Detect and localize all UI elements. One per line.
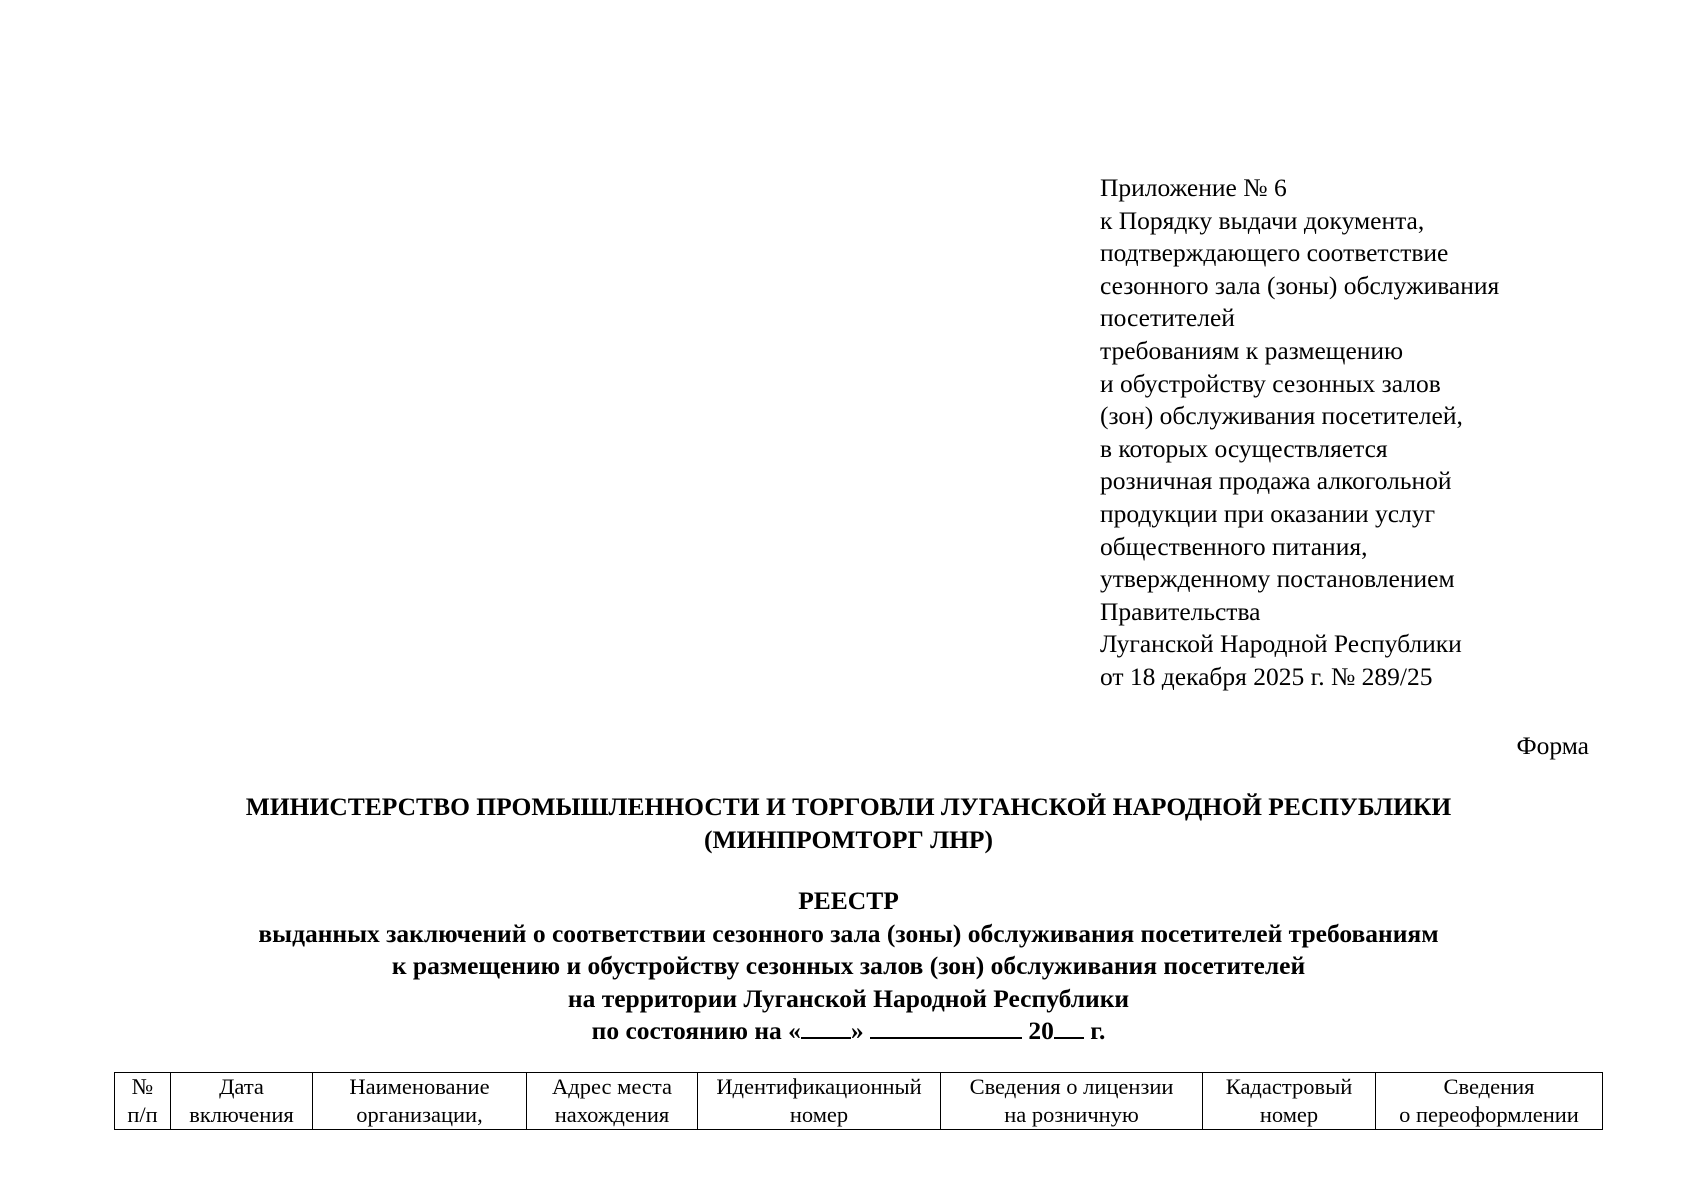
- column-header-address: [527, 1073, 698, 1130]
- registry-heading: [0, 885, 1697, 1048]
- registry-table: [114, 1072, 1603, 1130]
- appendix-line: к Порядку выдачи документа,: [1100, 205, 1425, 235]
- registry-title: РЕЕСТР: [798, 886, 899, 915]
- date-prefix: по состоянию на «: [591, 1016, 801, 1046]
- ministry-heading: [0, 790, 1697, 856]
- appendix-line: Правительства: [1100, 596, 1261, 626]
- year-blank: [1054, 1015, 1084, 1039]
- appendix-line: в которых осуществляется: [1100, 433, 1388, 463]
- header-text: Сведения о лицензии: [969, 1074, 1174, 1099]
- date-suffix: г.: [1083, 1016, 1106, 1046]
- form-label: Форма: [1516, 731, 1589, 760]
- header-text: Наименование: [349, 1074, 490, 1099]
- appendix-line: и обустройству сезонных залов: [1100, 368, 1441, 398]
- header-text: о переоформлении: [1399, 1102, 1579, 1127]
- appendix-line: розничная продажа алкогольной: [1100, 466, 1452, 496]
- appendix-line: требованиям к размещению: [1100, 335, 1404, 365]
- registry-subtitle-line: выданных заключений о соответствии сезонного зала (зоны) обслуживания посетителей требованиям: [258, 918, 1439, 948]
- ministry-name: МИНИСТЕРСТВО ПРОМЫШЛЕННОСТИ И ТОРГОВЛИ ЛУГАНСКОЙ НАРОДНОЙ РЕСПУБЛИКИ: [245, 792, 1452, 821]
- header-text: номер: [789, 1102, 849, 1127]
- month-blank: [870, 1015, 1022, 1039]
- appendix-reference-block: [1100, 172, 1660, 694]
- header-text: включения: [189, 1102, 294, 1127]
- header-text: п/п: [127, 1102, 158, 1127]
- column-header-inclusion-date: [171, 1073, 313, 1130]
- header-text: Идентификационный: [716, 1074, 922, 1099]
- appendix-line: Приложение № 6: [1100, 173, 1287, 202]
- appendix-line: утвержденному постановлением: [1100, 564, 1455, 594]
- day-blank: [801, 1015, 851, 1039]
- appendix-line: подтверждающего соответствие: [1100, 238, 1449, 268]
- column-header-organization-name: [313, 1073, 527, 1130]
- table-header-row: [115, 1073, 1603, 1130]
- column-header-cadastral-number: [1203, 1073, 1376, 1130]
- registry-date-line: [0, 1015, 1697, 1048]
- appendix-line: продукции при оказании услуг: [1100, 498, 1436, 528]
- appendix-line: общественного питания,: [1100, 531, 1368, 561]
- appendix-line: (зон) обслуживания посетителей,: [1100, 401, 1463, 431]
- header-text: Кадастровый: [1225, 1074, 1353, 1099]
- appendix-line: от 18 декабря 2025 г. № 289/25: [1100, 661, 1433, 691]
- column-header-reissue-info: [1376, 1073, 1603, 1130]
- header-text: Сведения: [1443, 1074, 1535, 1099]
- header-text: №: [131, 1074, 154, 1099]
- date-mid: »: [850, 1016, 871, 1046]
- header-text: организации,: [356, 1102, 483, 1127]
- header-text: нахождения: [554, 1102, 670, 1127]
- column-header-identification-number: [698, 1073, 941, 1130]
- registry-subtitle-line: к размещению и обустройству сезонных залов (зон) обслуживания посетителей: [391, 951, 1306, 981]
- ministry-abbreviation: (МИНПРОМТОРГ ЛНР): [704, 825, 993, 854]
- header-text: Дата: [219, 1074, 264, 1099]
- column-header-number: [115, 1073, 171, 1130]
- appendix-line: Луганской Народной Республики: [1100, 629, 1462, 659]
- date-year: 20: [1022, 1016, 1054, 1046]
- appendix-line: сезонного зала (зоны) обслуживания: [1100, 270, 1500, 300]
- column-header-license-info: [941, 1073, 1203, 1130]
- header-text: номер: [1259, 1102, 1319, 1127]
- header-text: Адрес места: [552, 1074, 672, 1099]
- header-text: на розничную: [1004, 1102, 1139, 1127]
- appendix-line: посетителей: [1100, 303, 1235, 333]
- registry-table-wrapper: [114, 1072, 1602, 1130]
- registry-subtitle-line: на территории Луганской Народной Республики: [567, 983, 1130, 1013]
